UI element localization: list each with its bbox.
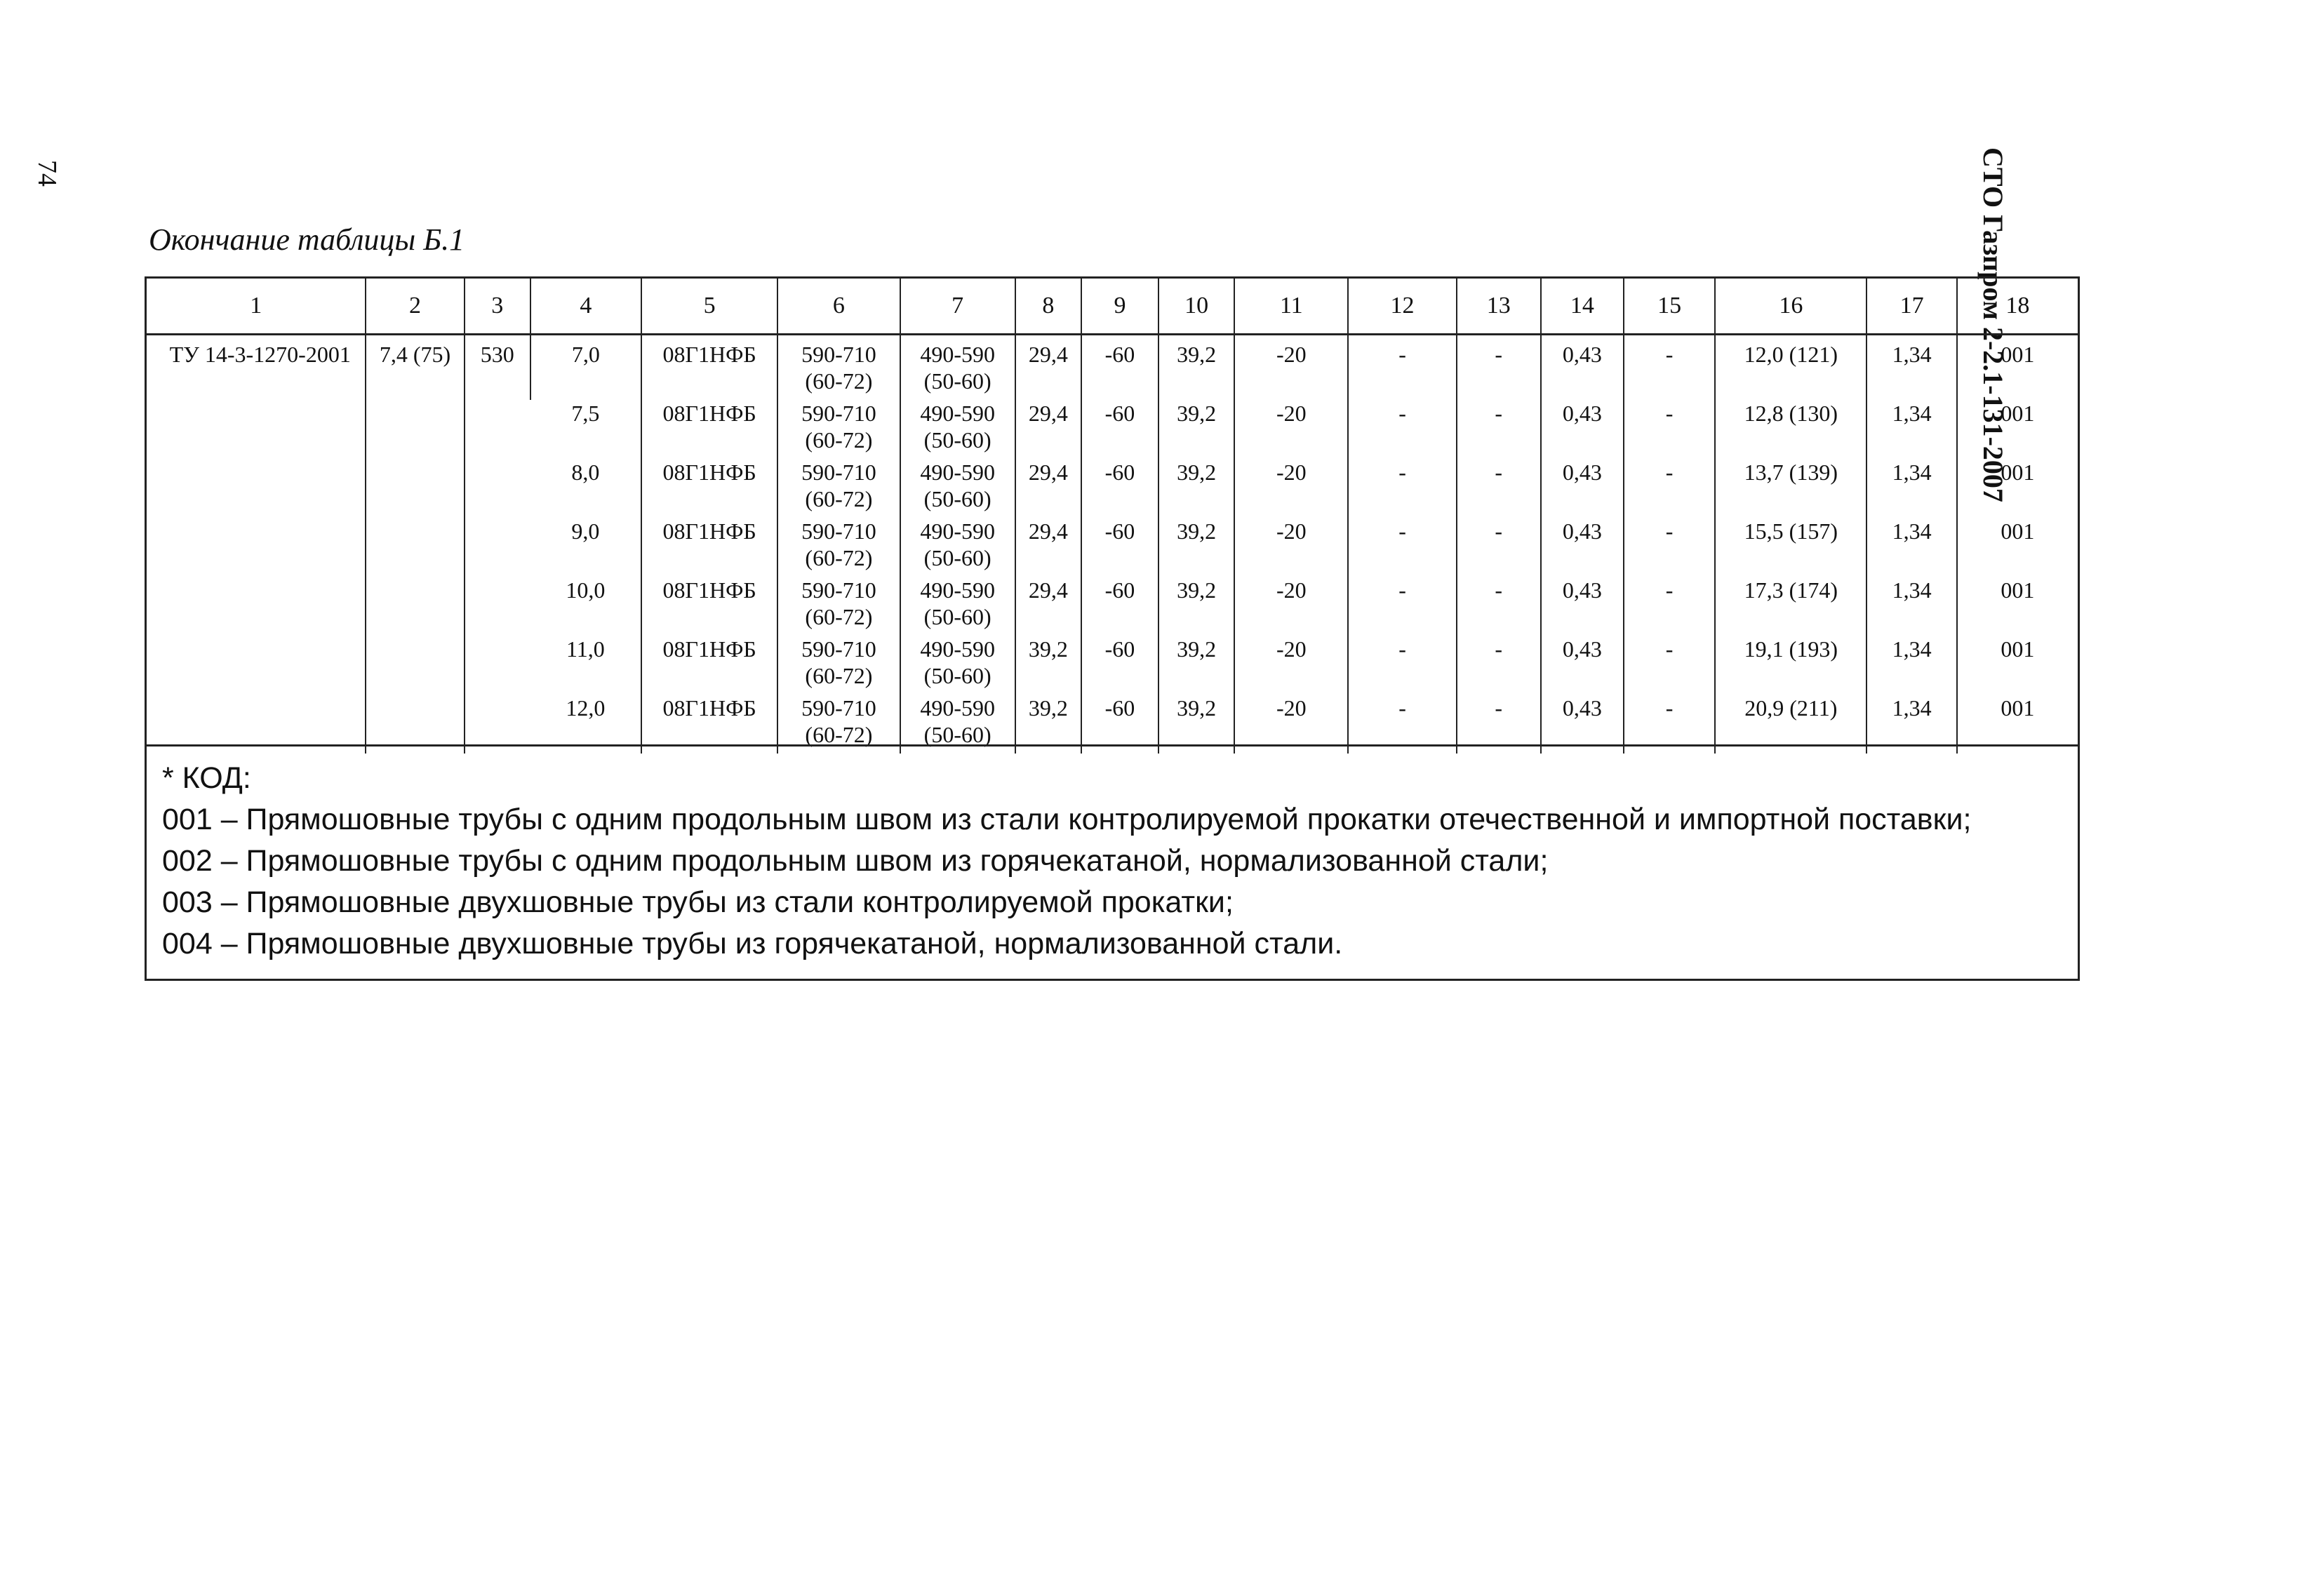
table-cell: 1,34 [1866,518,1956,577]
column-header: 7 [900,279,1015,335]
table-cell: 1,34 [1866,577,1956,636]
table-cell [777,400,900,459]
table-cell: 08Г1НФБ [641,400,777,459]
column-header: 17 [1866,279,1956,335]
table-cell: - [1457,695,1541,754]
column-header: 3 [465,279,530,335]
table-cell: -20 [1234,518,1348,577]
table-cell [900,577,1015,636]
table-cell: 7,5 [571,401,600,426]
table-cell: - [1457,335,1541,401]
table-cell: - [1457,459,1541,518]
table-cell: 39,2 [1158,459,1234,518]
table-header-row [147,279,2078,335]
table-cell [900,335,1015,401]
table-cell: - [1457,577,1541,636]
table-cell: 08Г1НФБ [641,636,777,695]
column-header: 6 [777,279,900,335]
table-cell: 1,34 [1866,636,1956,695]
column-header: 1 [147,279,366,335]
table-cell: -60 [1081,459,1158,518]
table-cell: 15,5 (157) [1715,518,1866,577]
cell-line: (60-72) [805,722,873,748]
note-line: 002 – Прямошовные трубы с одним продольным швом из горячекатаной, нормализованной стали; [162,844,1549,878]
table-cell: 08Г1НФБ [641,518,777,577]
cell-line: (60-72) [805,427,873,453]
table-cell: 0,43 [1541,459,1624,518]
cell-line: 490-590 [920,460,995,485]
table-cell [900,459,1015,518]
table-cell: 0,43 [1541,636,1624,695]
table-cell: -60 [1081,636,1158,695]
table-cell: 39,2 [1158,695,1234,754]
cell-line: 590-710 [801,401,876,426]
page-number: 74 [32,160,62,187]
table-cell: 39,2 [1158,577,1234,636]
column-header: 13 [1457,279,1541,335]
table-cell: 001 [1957,459,2078,518]
table-cell: 29,4 [1015,400,1081,459]
table-cell: 0,43 [1541,518,1624,577]
column-header: 12 [1348,279,1456,335]
cell-line: (50-60) [923,604,991,630]
table-cell: - [1624,577,1715,636]
table-cell: -20 [1234,459,1348,518]
column-header: 2 [366,279,464,335]
table-cell: 39,2 [1158,400,1234,459]
table-cell [777,518,900,577]
cell-line: (60-72) [805,663,873,689]
table-cell [900,518,1015,577]
cell-line: 490-590 [920,577,995,603]
column-header: 11 [1234,279,1348,335]
table-cell: 1,34 [1866,400,1956,459]
table-cell: 001 [1957,518,2078,577]
code-notes [147,744,2078,979]
cell-line: (60-72) [805,486,873,512]
table-cell: 20,9 (211) [1715,695,1866,754]
table-cell: - [1348,695,1456,754]
table-cell: - [1348,577,1456,636]
notes-title: * КОД: [162,761,251,795]
table-cell: 9,0 [571,518,600,544]
cell-line: (60-72) [805,545,873,571]
table-cell: - [1348,636,1456,695]
table-cell: 08Г1НФБ [641,695,777,754]
table-cell: 0,43 [1541,695,1624,754]
table-cell: 001 [1957,695,2078,754]
table-cell: -60 [1081,335,1158,401]
note-line: 003 – Прямошовные двухшовные трубы из стали контролируемой прокатки; [162,885,1234,919]
column-header: 16 [1715,279,1866,335]
cell-line: 590-710 [801,460,876,485]
cell-line: 490-590 [920,401,995,426]
cell-line: (50-60) [923,427,991,453]
cell-line: 490-590 [920,695,995,721]
table-cell: 12,0 (121) [1715,335,1866,401]
table-cell: 7,0 [530,335,641,401]
table-cell: 19,1 (193) [1715,636,1866,695]
cell-line: 490-590 [920,636,995,662]
table-cell: 17,3 (174) [1715,577,1866,636]
table-cell: -20 [1234,400,1348,459]
table-cell: 1,34 [1866,335,1956,401]
table-cell: 12,8 (130) [1715,400,1866,459]
table-cell: 29,4 [1015,335,1081,401]
table-cell: 29,4 [1015,518,1081,577]
diameter-cell: 530 [465,335,530,754]
table-cell: - [1348,400,1456,459]
table-cell: - [1457,636,1541,695]
table-cell: 0,43 [1541,400,1624,459]
table-cell: 08Г1НФБ [641,577,777,636]
table-cell: 08Г1НФБ [641,459,777,518]
table-cell: 0,43 [1541,335,1624,401]
cell-line: (50-60) [923,722,991,748]
table-cell: -20 [1234,695,1348,754]
table-cell: 39,2 [1158,636,1234,695]
table-cell: 10,0 [566,577,606,603]
table-cell: 39,2 [1158,518,1234,577]
table-cell: 39,2 [1015,636,1081,695]
cell-line: 590-710 [801,695,876,721]
table-cell: 1,34 [1866,695,1956,754]
table-cell: 29,4 [1015,459,1081,518]
column-header: 4 [530,279,641,335]
table-cell: -20 [1234,577,1348,636]
spec-cell: ТУ 14-3-1270-2001 [169,342,351,367]
table-cell: - [1624,400,1715,459]
table-cell [900,636,1015,695]
table-cell: 12,0 [566,695,606,721]
table-cell: - [1457,518,1541,577]
table-cell: - [1457,400,1541,459]
table-cell: 29,4 [1015,577,1081,636]
cell-line: (60-72) [805,368,873,394]
table-cell: -60 [1081,518,1158,577]
table-frame [145,276,2080,981]
cell-line: 590-710 [801,342,876,367]
table-cell [777,636,900,695]
column-header: 14 [1541,279,1624,335]
table-cell [777,459,900,518]
table-cell: 0,43 [1541,577,1624,636]
table-cell: 39,2 [1015,695,1081,754]
table-cell: -60 [1081,400,1158,459]
table-cell [777,577,900,636]
cell-line: 590-710 [801,636,876,662]
table-cell: 39,2 [1158,335,1234,401]
table-cell: -60 [1081,695,1158,754]
table-cell: 13,7 (139) [1715,459,1866,518]
column-header: 10 [1158,279,1234,335]
table-row [147,335,2078,401]
table-cell: - [1624,695,1715,754]
cell-line: (60-72) [805,604,873,630]
table-cell: 1,34 [1866,459,1956,518]
cell-line: 490-590 [920,518,995,544]
document-code: СТО Газпром 2-2.1-131-2007 [1977,147,2009,502]
cell-line: (50-60) [923,545,991,571]
column-header: 18 [1957,279,2078,335]
table-caption: Окончание таблицы Б.1 [149,222,465,257]
table-cell: -60 [1081,577,1158,636]
table-cell: -20 [1234,335,1348,401]
table-cell: - [1624,335,1715,401]
cell-line: 590-710 [801,518,876,544]
table-cell [900,400,1015,459]
specification-table [147,279,2078,754]
cell-line: (50-60) [923,486,991,512]
column-header: 15 [1624,279,1715,335]
note-line: 004 – Прямошовные двухшовные трубы из горячекатаной, нормализованной стали. [162,927,1343,960]
table-cell: 08Г1НФБ [641,335,777,401]
table-cell: -20 [1234,636,1348,695]
table-cell: - [1348,459,1456,518]
note-line: 001 – Прямошовные трубы с одним продольным швом из стали контролируемой прокатки отечественной и импортной поставки; [162,803,1972,836]
column-header: 5 [641,279,777,335]
table-cell: - [1348,335,1456,401]
table-cell [777,335,900,401]
cell-line: 590-710 [801,577,876,603]
table-cell: - [1348,518,1456,577]
table-cell: 001 [1957,400,2078,459]
table-cell: 11,0 [566,636,605,662]
wall-cell: 7,4 (75) [366,335,464,754]
table-cell: 001 [1957,577,2078,636]
table-cell: - [1624,636,1715,695]
table-cell: 001 [1957,636,2078,695]
table-cell: - [1624,518,1715,577]
cell-line: (50-60) [923,663,991,689]
table-cell: - [1624,459,1715,518]
column-header: 8 [1015,279,1081,335]
cell-line: (50-60) [923,368,991,394]
column-header: 9 [1081,279,1158,335]
table-cell: 001 [1957,335,2078,401]
table-cell: 8,0 [571,460,600,485]
cell-line: 490-590 [920,342,995,367]
